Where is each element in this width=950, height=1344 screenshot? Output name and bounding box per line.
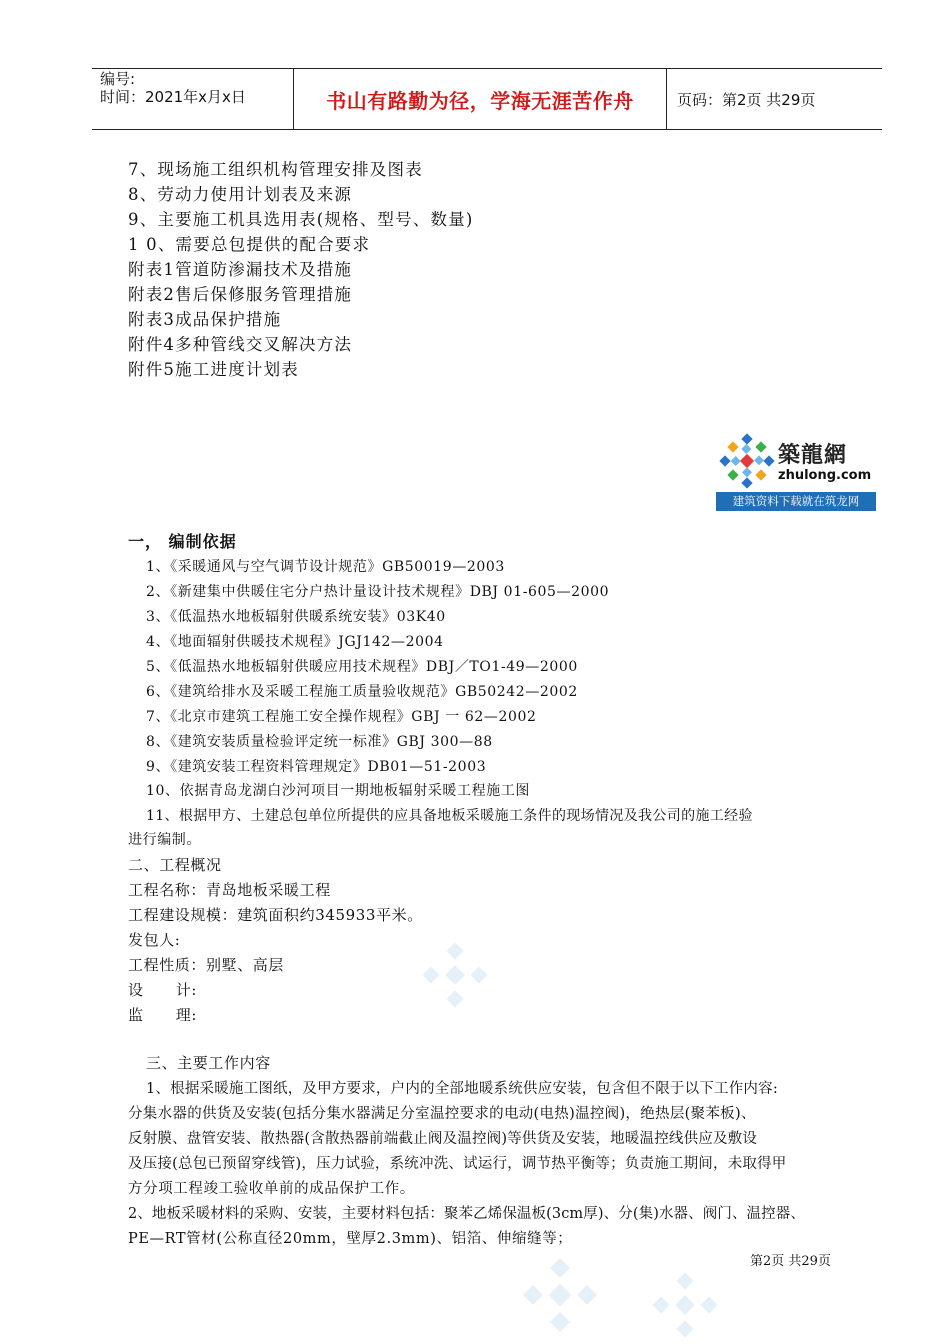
work-content-line: 方分项工程竣工验收单前的成品保护工作。	[128, 1181, 415, 1197]
snowflake-logo-icon	[718, 432, 776, 490]
page-number-label: 页码：第2页 共29页	[677, 90, 816, 109]
project-nature: 工程性质：别墅、高层	[128, 956, 285, 974]
work-content-line: PE—RT管材(公称直径20mm，壁厚2.3mm)、铝箔、伸缩缝等；	[128, 1231, 573, 1247]
logo-chinese-name: 築龍網	[778, 443, 848, 468]
footer-page-number: 第2页 共29页	[750, 1254, 831, 1269]
toc-item: 附表3成品保护措施	[128, 310, 282, 329]
toc-item: 附表1管道防渗漏技术及措施	[128, 260, 353, 279]
basis-item: 11、根据甲方、土建总包单位所提供的应具备地板采暖施工条件的现场情况及我公司的施工经验	[146, 808, 753, 824]
logo-domain: zhulong.com	[778, 468, 872, 483]
basis-item: 进行编制。	[128, 832, 201, 848]
work-content-line: 反射膜、盘管安装、散热器(含散热器前端截止阀及温控阀)等供货及安装，地暖温控线供应及敷设	[128, 1131, 758, 1147]
project-designer: 设 计:	[128, 981, 198, 999]
basis-item: 8、《建筑安装质量检验评定统一标准》GBJ 300—88	[146, 734, 493, 750]
page-header	[92, 68, 882, 130]
watermark-snowflake-icon	[420, 940, 490, 1010]
header-motto-cell	[293, 69, 667, 129]
time-label: 时间：2021年x月x日	[100, 88, 246, 106]
watermark-snowflake-icon	[650, 1270, 720, 1340]
toc-item: 7、现场施工组织机构管理安排及图表	[128, 160, 423, 179]
toc-item: 1 0、需要总包提供的配合要求	[128, 235, 371, 254]
basis-item: 5、《低温热水地板辐射供暖应用技术规程》DBJ／TO1-49—2000	[146, 659, 578, 675]
header-page-cell	[667, 69, 882, 129]
basis-item: 2、《新建集中供暖住宅分户热计量设计技术规程》DBJ 01-605—2000	[146, 584, 610, 600]
header-meta-cell	[92, 69, 292, 129]
toc-item: 附表2售后保修服务管理措施	[128, 285, 353, 304]
basis-item: 9、《建筑安装工程资料管理规定》DB01—51-2003	[146, 759, 487, 775]
basis-item: 10、依据青岛龙湖白沙河项目一期地板辐射采暖工程施工图	[146, 783, 531, 799]
code-label: 编号:	[100, 70, 136, 88]
section-heading: 三、主要工作内容	[146, 1054, 271, 1072]
section-heading: 一， 编制依据	[128, 532, 237, 551]
watermark-snowflake-icon	[520, 1255, 600, 1335]
basis-item: 1、《采暖通风与空气调节设计规范》GB50019—2003	[146, 559, 505, 575]
project-client: 发包人:	[128, 931, 181, 949]
toc-item: 附件5施工进度计划表	[128, 360, 299, 379]
basis-item: 7、《北京市建筑工程施工安全操作规程》GBJ 一 62—2002	[146, 709, 537, 725]
section-heading: 二、工程概况	[128, 856, 222, 874]
project-name: 工程名称：青岛地板采暖工程	[128, 881, 331, 899]
work-content-line: 2、地板采暖材料的采购、安装，主要材料包括：聚苯乙烯保温板(3cm厚)、分(集)水器、阀门、温控器、	[128, 1206, 805, 1222]
zhulong-logo	[716, 432, 876, 511]
logo-band-text: 建筑资料下载就在筑龙网	[716, 492, 876, 511]
project-scale: 工程建设规模：建筑面积约345933平米。	[128, 906, 423, 924]
work-content-line: 及压接(总包已预留穿线管)，压力试验，系统冲洗、试运行，调节热平衡等；负责施工期间，未取得甲	[128, 1156, 787, 1172]
toc-item: 9、主要施工机具选用表(规格、型号、数量)	[128, 210, 474, 229]
toc-item: 附件4多种管线交叉解决方法	[128, 335, 353, 354]
work-content-line: 分集水器的供货及安装(包括分集水器满足分室温控要求的电动(电热)温控阀)，绝热层(聚苯板)、	[128, 1106, 756, 1122]
basis-item: 6、《建筑给排水及采暖工程施工质量验收规范》GB50242—2002	[146, 684, 578, 700]
work-content-line: 1、根据采暖施工图纸，及甲方要求，户内的全部地暖系统供应安装，包含但不限于以下工作内容:	[146, 1081, 778, 1097]
project-supervisor: 监 理:	[128, 1006, 198, 1024]
toc-item: 8、劳动力使用计划表及来源	[128, 185, 353, 204]
motto: 书山有路勤为径，学海无涯苦作舟	[326, 88, 634, 113]
basis-item: 4、《地面辐射供暖技术规程》JGJ142—2004	[146, 634, 444, 650]
basis-item: 3、《低温热水地板辐射供暖系统安装》03K40	[146, 609, 446, 625]
